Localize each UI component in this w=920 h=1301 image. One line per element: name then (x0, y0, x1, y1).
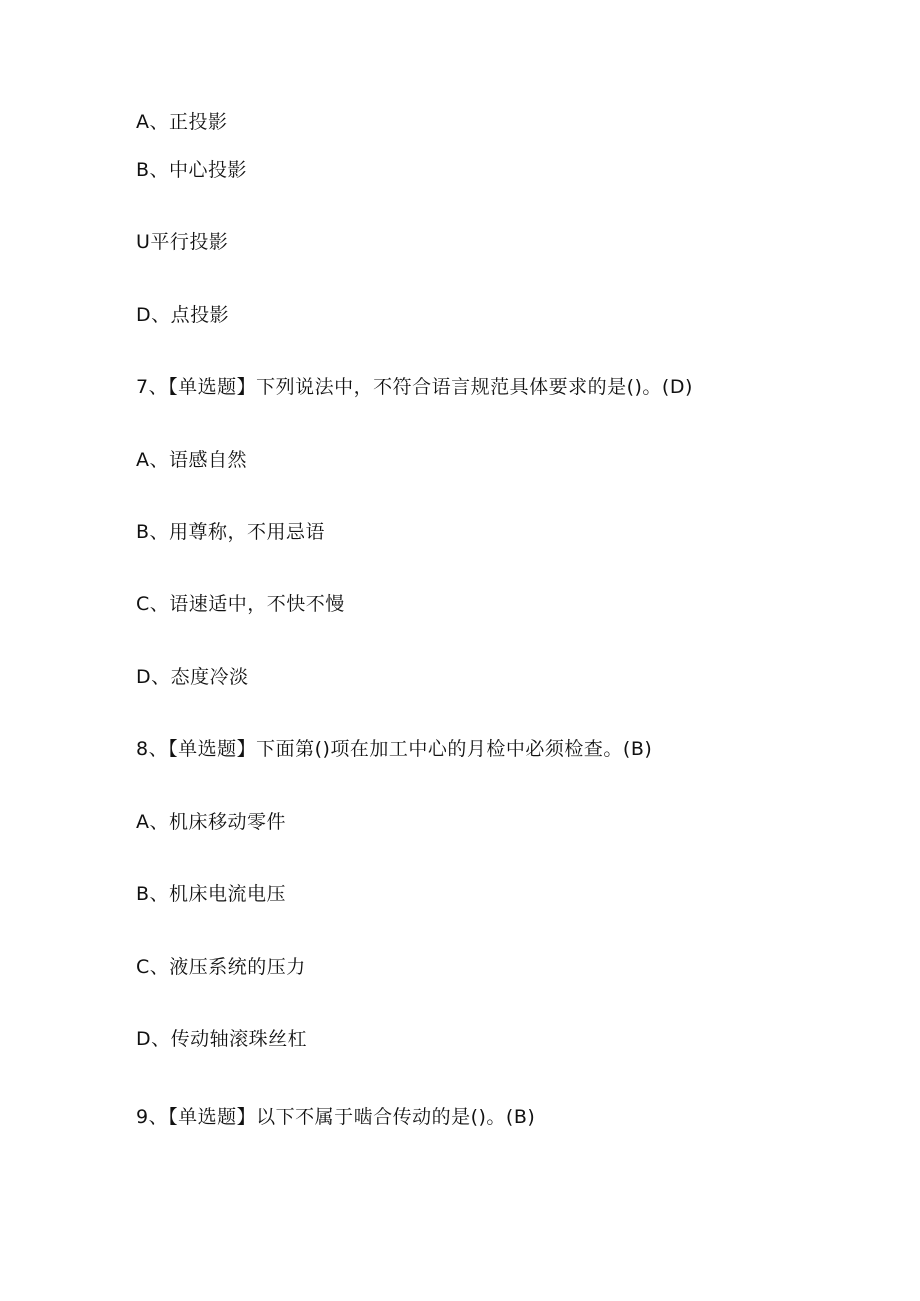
option-b-text: B、用尊称，不用忌语 (136, 521, 326, 543)
option-d-text: D、点投影 (136, 304, 230, 326)
option-d-text: D、态度冷淡 (136, 666, 249, 688)
option-c-text: U平行投影 (136, 231, 229, 253)
option-d-text: D、传动轴滚珠丝杠 (136, 1028, 308, 1050)
option-a-text: A、正投影 (136, 111, 228, 133)
option-b-text: B、机床电流电压 (136, 883, 287, 905)
question-8-text: 8、【单选题】下面第()项在加工中心的月检中必须检查。(B) (136, 738, 653, 760)
option-a-text: A、语感自然 (136, 449, 247, 471)
option-c-text: C、液压系统的压力 (136, 956, 306, 978)
question-9-text: 9、【单选题】以下不属于啮合传动的是()。(B) (136, 1106, 536, 1128)
option-b-text: B、中心投影 (136, 159, 248, 181)
option-c-text: C、语速适中，不快不慢 (136, 593, 345, 615)
question-7-text: 7、【单选题】下列说法中，不符合语言规范具体要求的是()。(D) (136, 376, 693, 398)
option-a-text: A、机床移动零件 (136, 811, 286, 833)
